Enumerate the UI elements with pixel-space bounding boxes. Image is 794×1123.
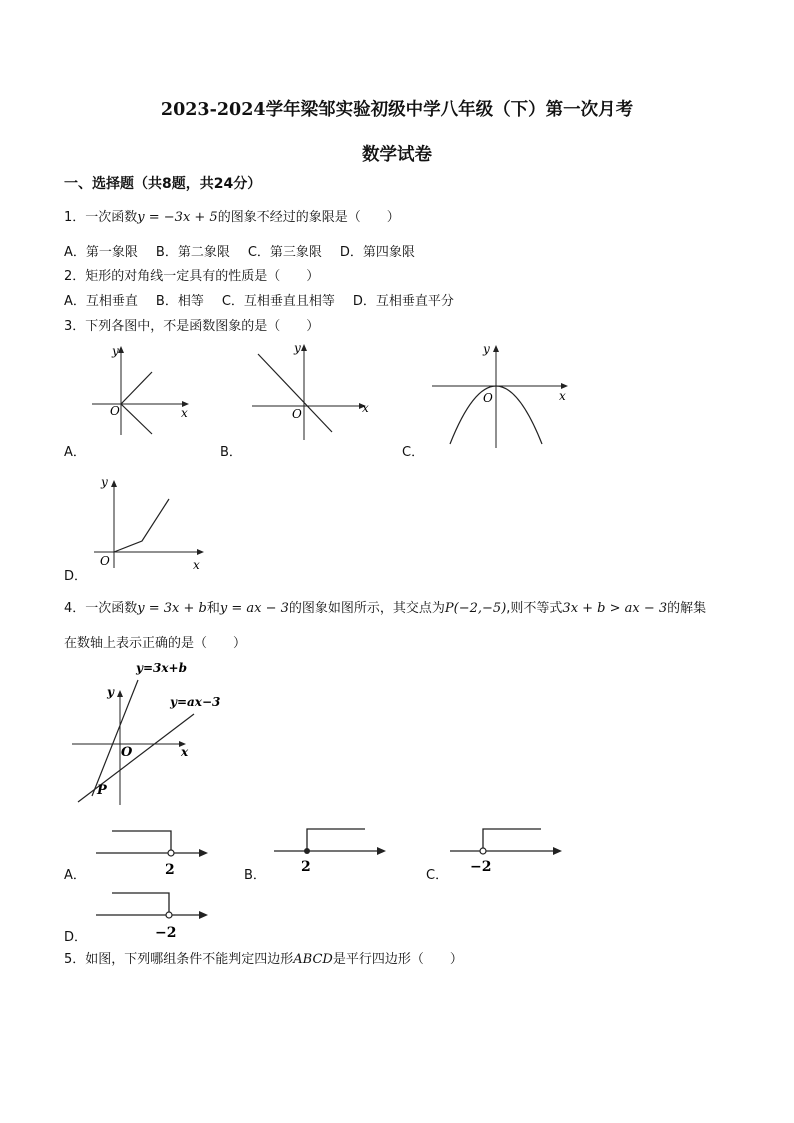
q3b-y-label: y bbox=[294, 341, 301, 355]
q3b-x-label: x bbox=[362, 401, 369, 415]
q1-prefix: 1．一次函数 bbox=[64, 210, 138, 225]
question-1 bbox=[64, 206, 400, 225]
q1-option-d[interactable]: D．第四象限 bbox=[339, 245, 415, 260]
q3-graph-d bbox=[92, 472, 210, 572]
q2-option-a[interactable]: A．互相垂直 bbox=[64, 294, 138, 309]
q4-text-a: 4．一次函数 bbox=[64, 601, 138, 616]
q4-inequality: 3x + b > ax − 3 bbox=[562, 601, 668, 616]
page-title: 2023-2024学年梁邹实验初级中学八年级（下）第一次月考 bbox=[160, 100, 634, 120]
q3a-x-label: x bbox=[181, 406, 188, 420]
q3a-origin: O bbox=[110, 404, 120, 418]
q3-option-b[interactable]: B． bbox=[220, 445, 242, 460]
q4-graph bbox=[70, 660, 230, 810]
q4-text-c: 的图象如图所示，其交点为 bbox=[288, 601, 445, 616]
q4-numberline-c bbox=[446, 824, 566, 876]
q2-option-c[interactable]: C．互相垂直且相等 bbox=[221, 294, 335, 309]
q1-formula: y = −3x + 5 bbox=[137, 210, 218, 225]
q3-option-d[interactable]: D． bbox=[64, 569, 88, 584]
q4-text-e: 的解集 bbox=[667, 601, 707, 616]
q4-text-d: ,则不等式 bbox=[506, 601, 563, 616]
q5-suffix: 是平行四边形（ ） bbox=[332, 952, 463, 967]
q3-graph-c bbox=[428, 340, 574, 450]
q1-option-b[interactable]: B．第二象限 bbox=[155, 245, 230, 260]
q4-numberline-b bbox=[270, 824, 390, 876]
q3-graph-a bbox=[90, 342, 192, 437]
q4-option-b[interactable]: B． bbox=[244, 868, 266, 883]
q3c-y-label: y bbox=[483, 342, 490, 356]
page-subtitle: 数学试卷 bbox=[362, 145, 432, 165]
q5-prefix: 5．如图，下列哪组条件不能判定四边形 bbox=[64, 952, 294, 967]
q3b-origin: O bbox=[292, 407, 302, 421]
q4-point-label: P bbox=[97, 783, 107, 798]
q2-option-d[interactable]: D．互相垂直平分 bbox=[352, 294, 454, 309]
q4d-value: −2 bbox=[155, 925, 177, 941]
question-4-line2: 在数轴上表示正确的是（ ） bbox=[64, 636, 247, 651]
question-5 bbox=[64, 948, 463, 967]
q4-numberline-d bbox=[92, 888, 212, 942]
q4-x-label: x bbox=[181, 745, 189, 759]
q4-formula-2: y = ax − 3 bbox=[219, 601, 289, 616]
q4-option-d[interactable]: D． bbox=[64, 930, 88, 945]
question-3: 3．下列各图中，不是函数图象的是（ ） bbox=[64, 319, 320, 334]
q4-point: P(−2,−5) bbox=[444, 601, 507, 616]
q4-origin: O bbox=[121, 745, 133, 760]
q3-option-a[interactable]: A． bbox=[64, 445, 86, 460]
q4-y-label: y bbox=[107, 685, 114, 699]
q4a-value: 2 bbox=[165, 862, 175, 878]
q1-suffix: 的图象不经过的象限是（ ） bbox=[217, 210, 400, 225]
q3c-origin: O bbox=[483, 391, 493, 405]
q4c-value: −2 bbox=[470, 859, 492, 875]
q3d-x-label: x bbox=[193, 558, 200, 572]
q4-option-a[interactable]: A． bbox=[64, 868, 86, 883]
q3d-origin: O bbox=[100, 554, 110, 568]
q3d-y-label: y bbox=[101, 475, 108, 489]
q4-formula-1: y = 3x + b bbox=[137, 601, 207, 616]
q2-option-b[interactable]: B．相等 bbox=[155, 294, 204, 309]
q4-numberline-a bbox=[92, 826, 212, 878]
q4-text-b: 和 bbox=[206, 601, 220, 616]
q1-option-a[interactable]: A．第一象限 bbox=[64, 245, 138, 260]
section-heading: 一、选择题（共8题，共24分） bbox=[64, 176, 262, 192]
q4-line1-label: y=3x+b bbox=[136, 661, 187, 675]
question-4-line1 bbox=[64, 597, 706, 616]
question-2: 2．矩形的对角线一定具有的性质是（ ） bbox=[64, 269, 320, 284]
q3-graph-b bbox=[248, 340, 372, 442]
q3a-y-label: y bbox=[112, 344, 119, 358]
q5-quadrilateral: ABCD bbox=[293, 952, 333, 967]
q1-option-c[interactable]: C．第三象限 bbox=[247, 245, 322, 260]
q2-options bbox=[64, 290, 472, 309]
q4b-value: 2 bbox=[301, 859, 311, 875]
q3c-x-label: x bbox=[559, 389, 566, 403]
q4-option-c[interactable]: C． bbox=[426, 868, 449, 883]
q1-options bbox=[64, 241, 433, 260]
q4-line2-label: y=ax−3 bbox=[170, 695, 221, 709]
q3-option-c[interactable]: C． bbox=[402, 445, 425, 460]
